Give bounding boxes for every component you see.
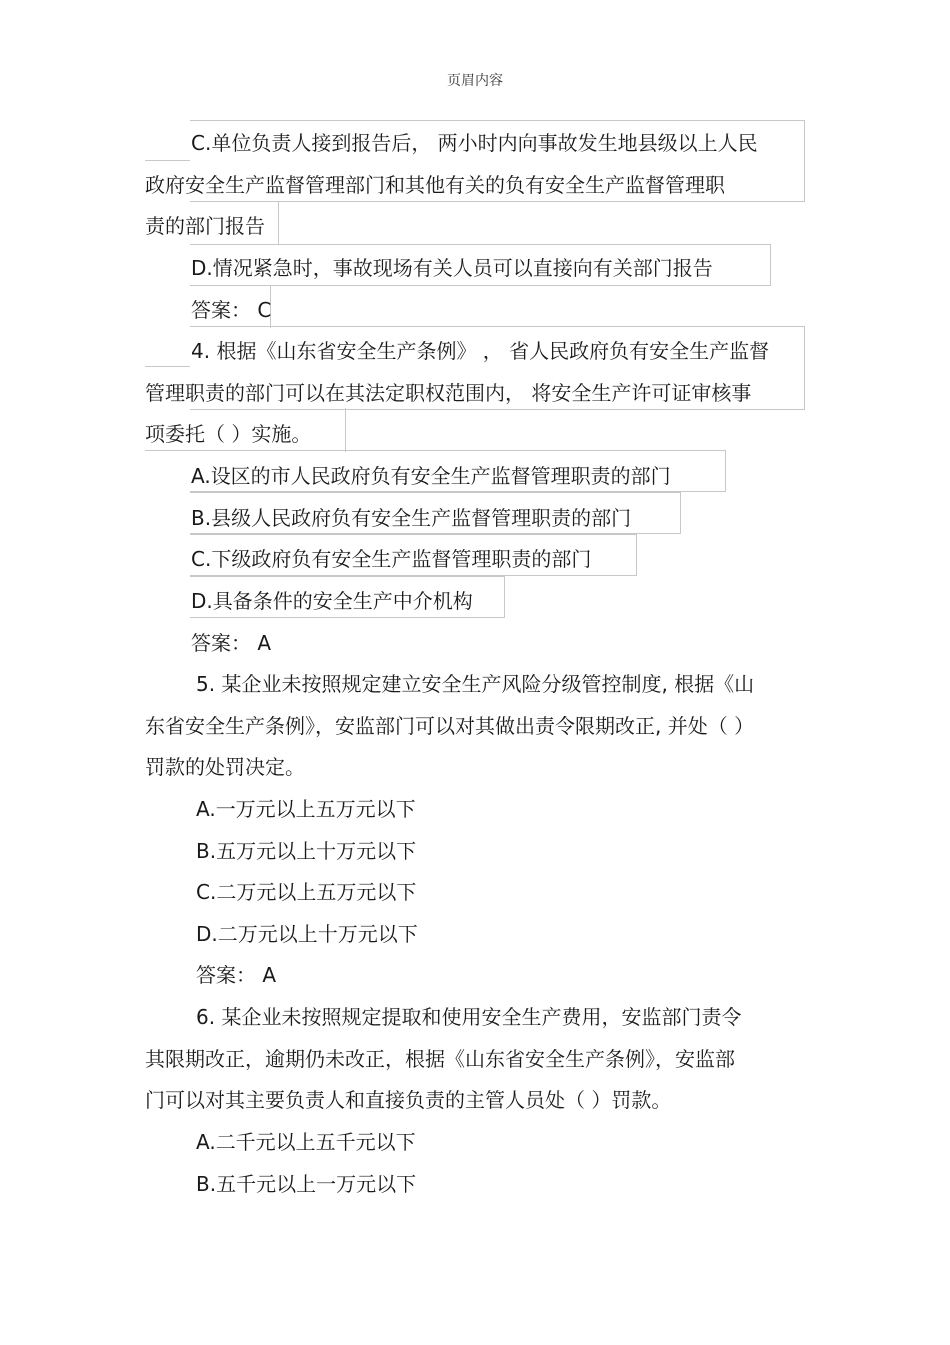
option-line: D.具备条件的安全生产中介机构 — [191, 589, 473, 613]
option-line: C.二万元以上五万元以下 — [196, 880, 417, 904]
page-header: 页眉内容 — [447, 73, 503, 89]
text-line: 罚款的处罚决定。 — [145, 755, 305, 779]
text-line: 东省安全生产条例》，安监部门可以对其做出责令限期改正, 并处（ ） — [145, 714, 755, 738]
text-line: 门可以对其主要负责人和直接负责的主管人员处（ ）罚款。 — [145, 1088, 672, 1112]
scan-line — [145, 450, 190, 451]
option-line: B.五千元以上一万元以下 — [196, 1172, 417, 1196]
text-line: 责的部门报告 — [145, 214, 265, 238]
option-line: C.下级政府负有安全生产监督管理职责的部门 — [191, 547, 592, 571]
text-line: 其限期改正，逾期仍未改正，根据《山东省安全生产条例》，安监部 — [145, 1047, 735, 1071]
text-line: C.单位负责人接到报告后， 两小时内向事故发生地县级以上人民 — [191, 131, 758, 155]
scan-frame — [345, 408, 346, 452]
question-line: 6. 某企业未按照规定提取和使用安全生产费用，安监部门责令 — [196, 1005, 742, 1029]
option-line: A.二千元以上五千元以下 — [196, 1130, 416, 1154]
answer-line: 答案： A — [191, 631, 272, 655]
option-line: A.设区的市人民政府负有安全生产监督管理职责的部门 — [191, 464, 671, 488]
text-line: D.情况紧急时，事故现场有关人员可以直接向有关部门报告 — [191, 256, 713, 280]
text-line: 项委托（ ）实施。 — [145, 422, 312, 446]
option-line: A.一万元以上五万元以下 — [196, 797, 416, 821]
question-line: 4. 根据《山东省安全生产条例》 ， 省人民政府负有安全生产监督 — [191, 339, 770, 363]
text-line: 管理职责的部门可以在其法定职权范围内， 将安全生产许可证审核事 — [145, 381, 752, 405]
answer-line: 答案： A — [196, 963, 277, 987]
scan-line — [145, 366, 190, 367]
option-line: B.五万元以上十万元以下 — [196, 839, 417, 863]
scan-frame — [278, 202, 279, 244]
answer-line: 答案： C — [191, 298, 272, 322]
question-line: 5. 某企业未按照规定建立安全生产风险分级管控制度, 根据《山 — [196, 672, 755, 696]
option-line: D.二万元以上十万元以下 — [196, 922, 418, 946]
option-line: B.县级人民政府负有安全生产监督管理职责的部门 — [191, 506, 632, 530]
text-line: 政府安全生产监督管理部门和其他有关的负有安全生产监督管理职 — [145, 173, 725, 197]
scan-line — [145, 160, 190, 161]
